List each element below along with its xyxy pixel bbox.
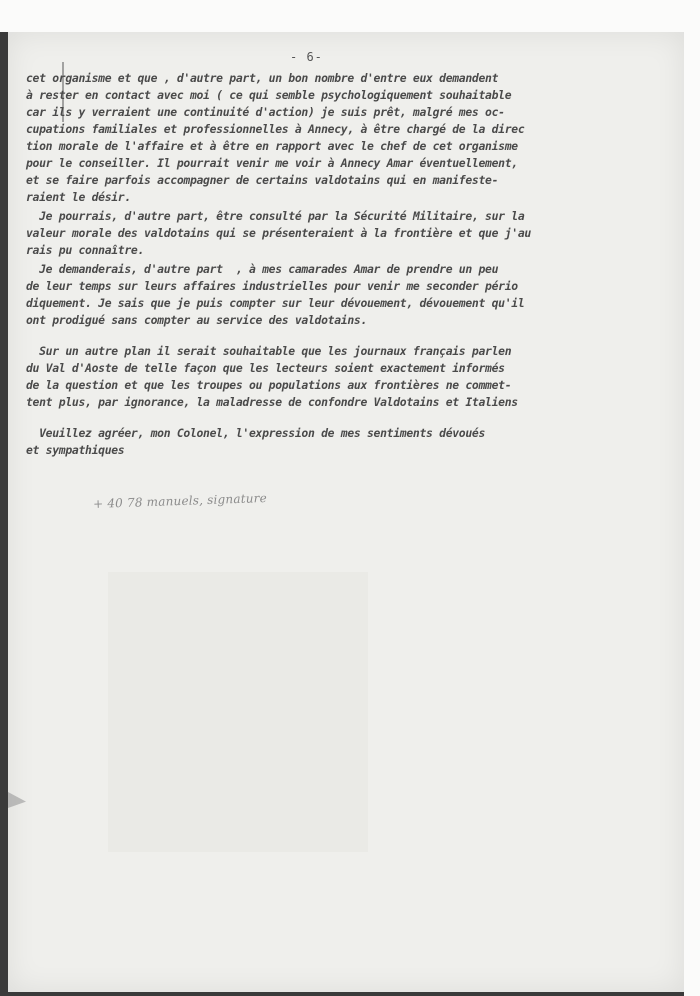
text-line: et se faire parfois accompagner de certains valdotains qui en manifeste- bbox=[26, 173, 499, 187]
text-line: diquement. Je sais que je puis compter sur leur dévouement, dévouement qu'il bbox=[26, 296, 525, 310]
text-line: de la question et que les troupes ou populations aux frontières ne commet- bbox=[26, 378, 512, 392]
text-line: cupations familiales et professionnelles à Annecy, à être chargé de la direc bbox=[26, 122, 525, 136]
paragraph-1 bbox=[26, 70, 681, 206]
text-line: car ils y verraient une continuité d'action) je suis prêt, malgré mes oc- bbox=[26, 105, 505, 119]
text-line: cet organisme et que , d'autre part, un bon nombre d'entre eux demandent bbox=[26, 71, 499, 85]
closing-paragraph bbox=[26, 425, 681, 459]
text-line: valeur morale des valdotains qui se présenteraient à la frontière et que j'au bbox=[26, 226, 531, 240]
text-line: à rester en contact avec moi ( ce qui semble psychologiquement souhaitable bbox=[26, 88, 512, 102]
text-line: du Val d'Aoste de telle façon que les lecteurs soient exactement informés bbox=[26, 361, 505, 375]
text-line: Je demanderais, d'autre part , à mes camarades Amar de prendre un peu bbox=[26, 262, 499, 276]
text-line: rais pu connaître. bbox=[26, 243, 145, 257]
page-number: - 6- bbox=[290, 50, 323, 64]
text-line: de leur temps sur leurs affaires industrielles pour venir me seconder pério bbox=[26, 279, 518, 293]
handwritten-annotation: + 40 78 manuels, signature bbox=[92, 490, 268, 512]
scan-border-top bbox=[0, 0, 700, 32]
text-line: tion morale de l'affaire et à être en rapport avec le chef de cet organisme bbox=[26, 139, 518, 153]
text-line: raient le désir. bbox=[26, 190, 131, 204]
text-line: et sympathiques bbox=[26, 443, 125, 457]
torn-edge-mark bbox=[8, 792, 26, 808]
scan-border-right bbox=[684, 0, 700, 996]
paragraph-4 bbox=[26, 343, 681, 411]
document-page bbox=[8, 32, 684, 992]
text-line: pour le conseiller. Il pourrait venir me voir à Annecy Amar éventuellement, bbox=[26, 156, 518, 170]
text-line: Veuillez agréer, mon Colonel, l'expression de mes sentiments dévoués bbox=[26, 426, 486, 440]
paragraph-3 bbox=[26, 261, 681, 329]
text-line: Sur un autre plan il serait souhaitable que les journaux français parlen bbox=[26, 344, 512, 358]
paragraph-2 bbox=[26, 208, 681, 259]
letter-body bbox=[26, 70, 681, 459]
text-line: Je pourrais, d'autre part, être consulté par la Sécurité Militaire, sur la bbox=[26, 209, 525, 223]
text-line: ont prodigué sans compter au service des valdotains. bbox=[26, 313, 368, 327]
paper-stain bbox=[108, 572, 368, 852]
text-line: tent plus, par ignorance, la maladresse de confondre Valdotains et Italiens bbox=[26, 395, 518, 409]
